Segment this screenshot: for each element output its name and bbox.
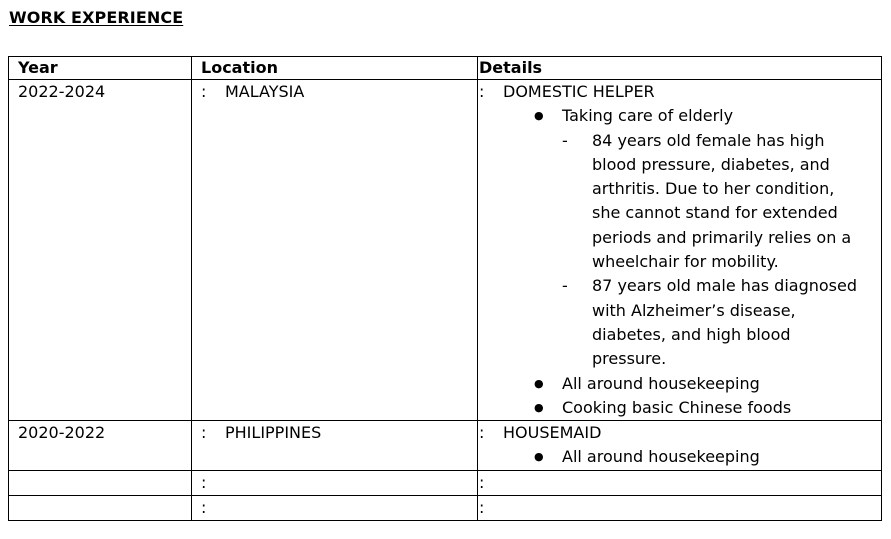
table-row: [9, 496, 882, 521]
separator: :: [479, 82, 485, 101]
details-cell: [478, 496, 882, 521]
sub-list-item: - 87 years old male has diagnosed with Alzheimer’s disease, diabetes, and high blood pressure.: [562, 274, 881, 371]
header-year: Year: [9, 57, 192, 80]
location-cell: [192, 496, 478, 521]
location-cell: [192, 470, 478, 495]
year-cell: [9, 496, 192, 521]
separator: :: [201, 82, 207, 101]
separator: :: [201, 472, 207, 492]
year-cell: [9, 470, 192, 495]
location-value: [225, 496, 477, 520]
duties-list: [478, 104, 881, 420]
sub-list: [562, 129, 881, 372]
table-row: [9, 80, 882, 421]
work-experience-table: [8, 56, 882, 521]
location-value: MALAYSIA: [225, 82, 305, 101]
separator: :: [479, 472, 485, 492]
duties-list: [478, 445, 881, 469]
job-title: DOMESTIC HELPER: [503, 82, 655, 101]
header-details: Details: [478, 57, 882, 80]
separator: :: [479, 498, 485, 518]
list-item: ● Cooking basic Chinese foods: [534, 396, 881, 420]
year-cell: 2020-2022: [9, 421, 192, 471]
location-cell: [192, 421, 478, 471]
separator: :: [479, 423, 485, 443]
location-cell: [192, 80, 478, 421]
header-location: Location: [192, 57, 478, 80]
details-cell: [478, 80, 882, 421]
separator: :: [201, 498, 207, 518]
separator: :: [201, 423, 207, 443]
details-cell: [478, 470, 882, 495]
table-row: [9, 421, 882, 471]
job-title: HOUSEMAID: [503, 423, 602, 443]
year-cell: 2022-2024: [9, 80, 192, 421]
list-item: ● Taking care of elderly - 84 years old female has high blood pressure, diabetes, and arthritis. Due to her condition, she cannot stand for extended periods and primarily relies on a wheelchair for mobility. - 87 years old male has diagnosed with Alzheimer’s disease, diabetes, and high blood pressure.: [534, 104, 881, 371]
job-title: [503, 496, 881, 520]
table-row: [9, 470, 882, 495]
table-header-row: [9, 57, 882, 80]
job-title: [503, 471, 881, 495]
location-value: PHILIPPINES: [225, 423, 322, 443]
section-heading: WORK EXPERIENCE: [9, 8, 184, 27]
details-cell: [478, 421, 882, 471]
location-value: [225, 471, 477, 495]
sub-list-item: - 84 years old female has high blood pressure, diabetes, and arthritis. Due to her condition, she cannot stand for extended periods and primarily relies on a wheelchair for mobility.: [562, 129, 881, 275]
list-item: ● All around housekeeping: [534, 445, 881, 469]
list-item: ● All around housekeeping: [534, 372, 881, 396]
